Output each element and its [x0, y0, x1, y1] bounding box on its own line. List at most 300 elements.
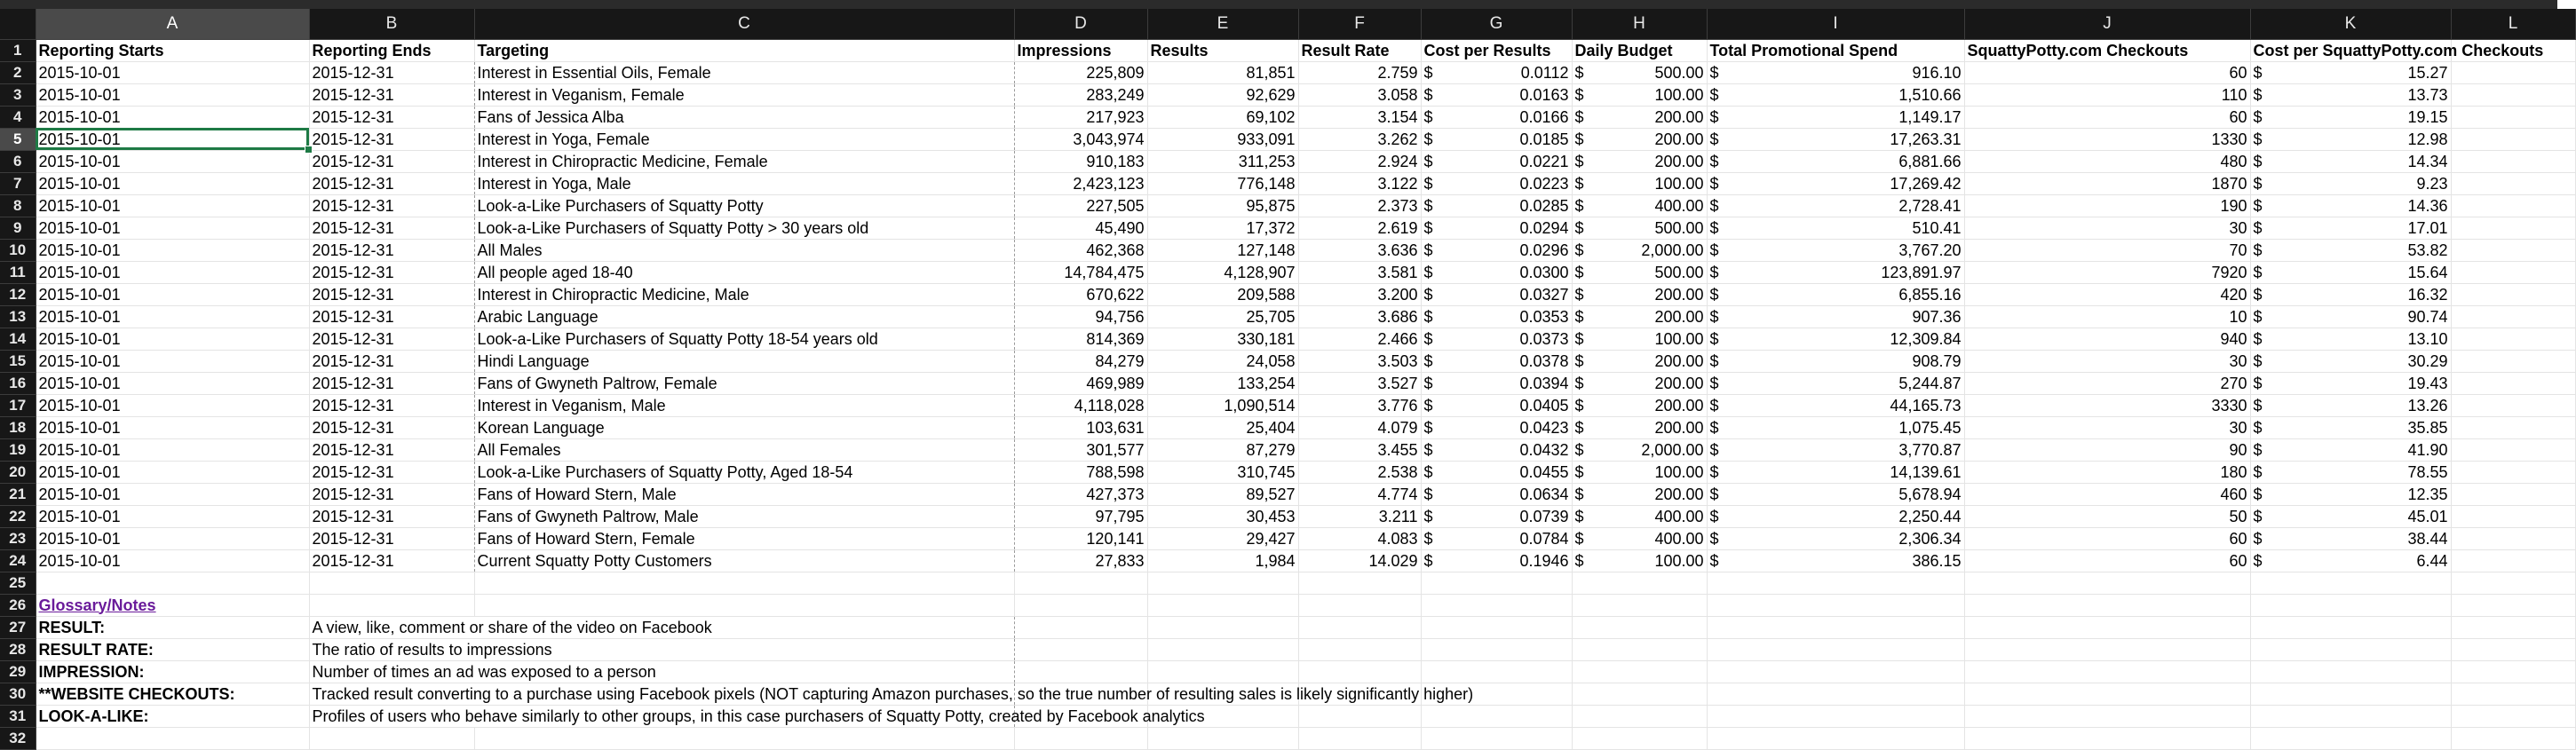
empty-cell[interactable] — [2451, 505, 2575, 527]
data-cell[interactable]: 2015-12-31 — [309, 438, 474, 461]
data-cell[interactable]: Interest in Chiropractic Medicine, Female — [474, 150, 1014, 172]
empty-cell[interactable] — [2451, 372, 2575, 394]
row-header[interactable]: 20 — [0, 461, 36, 483]
glossary-term[interactable]: IMPRESSION: — [36, 660, 309, 683]
currency-cell[interactable] — [1421, 194, 1572, 217]
data-cell[interactable]: 1870 — [1964, 172, 2250, 194]
data-cell[interactable]: 3.636 — [1298, 239, 1421, 261]
currency-cell[interactable] — [2250, 527, 2451, 549]
empty-cell[interactable] — [1964, 727, 2250, 749]
currency-cell[interactable] — [1707, 261, 1964, 283]
data-cell[interactable]: Arabic Language — [474, 305, 1014, 328]
data-cell[interactable]: 3.686 — [1298, 305, 1421, 328]
currency-cell[interactable] — [1421, 394, 1572, 416]
data-cell[interactable]: 420 — [1964, 283, 2250, 305]
data-cell[interactable]: 25,404 — [1147, 416, 1298, 438]
data-cell[interactable]: 2015-12-31 — [309, 239, 474, 261]
data-cell[interactable]: 29,427 — [1147, 527, 1298, 549]
data-cell[interactable]: Hindi Language — [474, 350, 1014, 372]
data-cell[interactable]: 3.122 — [1298, 172, 1421, 194]
currency-cell[interactable] — [1707, 83, 1964, 106]
data-cell[interactable]: 2015-10-01 — [36, 217, 309, 239]
currency-cell[interactable] — [2250, 305, 2451, 328]
empty-cell[interactable] — [36, 727, 309, 749]
currency-cell[interactable] — [1572, 438, 1707, 461]
empty-cell[interactable] — [1014, 594, 1147, 616]
currency-cell[interactable] — [1572, 150, 1707, 172]
empty-cell[interactable] — [2250, 616, 2451, 638]
currency-cell[interactable] — [2250, 505, 2451, 527]
data-cell[interactable]: 133,254 — [1147, 372, 1298, 394]
data-cell[interactable]: 2,423,123 — [1014, 172, 1147, 194]
row-header[interactable]: 28 — [0, 638, 36, 660]
data-cell[interactable]: 2.759 — [1298, 61, 1421, 83]
header-cell[interactable]: Impressions — [1014, 39, 1147, 61]
data-cell[interactable]: 2015-12-31 — [309, 350, 474, 372]
data-cell[interactable]: Interest in Chiropractic Medicine, Male — [474, 283, 1014, 305]
data-cell[interactable]: 283,249 — [1014, 83, 1147, 106]
currency-cell[interactable] — [1572, 239, 1707, 261]
empty-cell[interactable] — [2451, 83, 2575, 106]
empty-cell[interactable] — [2451, 461, 2575, 483]
empty-cell[interactable] — [2451, 150, 2575, 172]
data-cell[interactable]: 2015-10-01 — [36, 527, 309, 549]
currency-cell[interactable] — [1572, 350, 1707, 372]
row-header[interactable]: 2 — [0, 61, 36, 83]
currency-cell[interactable] — [1707, 217, 1964, 239]
currency-cell[interactable] — [1572, 328, 1707, 350]
empty-cell[interactable] — [1964, 683, 2250, 705]
row-header[interactable]: 15 — [0, 350, 36, 372]
currency-cell[interactable] — [2250, 194, 2451, 217]
data-cell[interactable]: 14,784,475 — [1014, 261, 1147, 283]
data-cell[interactable]: 92,629 — [1147, 83, 1298, 106]
row-header[interactable]: 14 — [0, 328, 36, 350]
currency-cell[interactable] — [1421, 150, 1572, 172]
currency-cell[interactable] — [1572, 106, 1707, 128]
data-cell[interactable]: 427,373 — [1014, 483, 1147, 505]
data-cell[interactable]: 60 — [1964, 106, 2250, 128]
row-header[interactable]: 18 — [0, 416, 36, 438]
data-cell[interactable]: 2015-12-31 — [309, 194, 474, 217]
column-header-e[interactable]: E — [1147, 9, 1298, 39]
data-cell[interactable]: 94,756 — [1014, 305, 1147, 328]
data-cell[interactable]: Korean Language — [474, 416, 1014, 438]
empty-cell[interactable] — [309, 572, 474, 594]
data-cell[interactable]: 3.200 — [1298, 283, 1421, 305]
empty-cell[interactable] — [1707, 638, 1964, 660]
currency-cell[interactable] — [1421, 305, 1572, 328]
data-cell[interactable]: 3330 — [1964, 394, 2250, 416]
header-cell[interactable]: Cost per SquattyPotty.com Checkouts — [2250, 39, 2451, 61]
glossary-definition[interactable]: The ratio of results to impressions — [309, 638, 474, 660]
data-cell[interactable]: All Females — [474, 438, 1014, 461]
currency-cell[interactable] — [2250, 350, 2451, 372]
data-cell[interactable]: 4,118,028 — [1014, 394, 1147, 416]
row-header[interactable]: 26 — [0, 594, 36, 616]
row-header[interactable]: 27 — [0, 616, 36, 638]
glossary-definition[interactable]: Tracked result converting to a purchase using Facebook pixels (NOT capturing Amazon purchases, so the true number of resulting sales is likely significantly higher) — [309, 683, 474, 705]
data-cell[interactable]: 89,527 — [1147, 483, 1298, 505]
empty-cell[interactable] — [1421, 705, 1572, 727]
header-cell[interactable]: Reporting Ends — [309, 39, 474, 61]
column-header-f[interactable]: F — [1298, 9, 1421, 39]
currency-cell[interactable] — [2250, 416, 2451, 438]
currency-cell[interactable] — [2250, 128, 2451, 150]
data-cell[interactable]: 4.774 — [1298, 483, 1421, 505]
data-cell[interactable]: 910,183 — [1014, 150, 1147, 172]
data-cell[interactable]: Interest in Veganism, Female — [474, 83, 1014, 106]
header-cell[interactable]: Targeting — [474, 39, 1014, 61]
empty-cell[interactable] — [1147, 616, 1298, 638]
column-header-k[interactable]: K — [2250, 9, 2451, 39]
data-cell[interactable]: Interest in Yoga, Female — [474, 128, 1014, 150]
data-cell[interactable]: 227,505 — [1014, 194, 1147, 217]
data-cell[interactable]: 2015-10-01 — [36, 106, 309, 128]
data-cell[interactable]: 2015-10-01 — [36, 172, 309, 194]
currency-cell[interactable] — [1421, 61, 1572, 83]
empty-cell[interactable] — [474, 594, 1014, 616]
data-cell[interactable]: 2015-12-31 — [309, 549, 474, 572]
row-header[interactable]: 22 — [0, 505, 36, 527]
data-cell[interactable]: Look-a-Like Purchasers of Squatty Potty 18-54 years old — [474, 328, 1014, 350]
data-cell[interactable]: 60 — [1964, 61, 2250, 83]
currency-cell[interactable] — [2250, 438, 2451, 461]
empty-cell[interactable] — [2451, 217, 2575, 239]
data-cell[interactable]: 1330 — [1964, 128, 2250, 150]
data-cell[interactable]: 788,598 — [1014, 461, 1147, 483]
currency-cell[interactable] — [1572, 505, 1707, 527]
empty-cell[interactable] — [2451, 194, 2575, 217]
data-cell[interactable]: 2015-12-31 — [309, 394, 474, 416]
data-cell[interactable]: 2015-12-31 — [309, 527, 474, 549]
currency-cell[interactable] — [1421, 283, 1572, 305]
currency-cell[interactable] — [1421, 217, 1572, 239]
currency-cell[interactable] — [1421, 372, 1572, 394]
currency-cell[interactable] — [1572, 128, 1707, 150]
row-header[interactable]: 7 — [0, 172, 36, 194]
data-cell[interactable]: 30 — [1964, 350, 2250, 372]
data-cell[interactable]: 1,090,514 — [1147, 394, 1298, 416]
data-cell[interactable]: Look-a-Like Purchasers of Squatty Potty > 30 years old — [474, 217, 1014, 239]
data-cell[interactable]: 330,181 — [1147, 328, 1298, 350]
currency-cell[interactable] — [2250, 217, 2451, 239]
data-cell[interactable]: 2015-12-31 — [309, 483, 474, 505]
currency-cell[interactable] — [1572, 527, 1707, 549]
empty-cell[interactable] — [2451, 549, 2575, 572]
data-cell[interactable]: Fans of Gwyneth Paltrow, Female — [474, 372, 1014, 394]
empty-cell[interactable] — [1298, 616, 1421, 638]
row-header[interactable]: 9 — [0, 217, 36, 239]
empty-cell[interactable] — [1147, 638, 1298, 660]
data-cell[interactable]: 270 — [1964, 372, 2250, 394]
currency-cell[interactable] — [2250, 483, 2451, 505]
data-cell[interactable]: 2015-12-31 — [309, 150, 474, 172]
currency-cell[interactable] — [2250, 261, 2451, 283]
empty-cell[interactable] — [2451, 660, 2575, 683]
data-cell[interactable]: Fans of Gwyneth Paltrow, Male — [474, 505, 1014, 527]
data-cell[interactable]: Fans of Howard Stern, Male — [474, 483, 1014, 505]
empty-cell[interactable] — [1572, 705, 1707, 727]
data-cell[interactable]: 3.776 — [1298, 394, 1421, 416]
currency-cell[interactable] — [1572, 217, 1707, 239]
active-cell[interactable]: 2015-10-01 — [36, 128, 309, 150]
currency-cell[interactable] — [1421, 350, 1572, 372]
currency-cell[interactable] — [1572, 549, 1707, 572]
empty-cell[interactable] — [2451, 239, 2575, 261]
data-cell[interactable]: Interest in Yoga, Male — [474, 172, 1014, 194]
currency-cell[interactable] — [1707, 283, 1964, 305]
data-cell[interactable]: 301,577 — [1014, 438, 1147, 461]
data-cell[interactable]: 50 — [1964, 505, 2250, 527]
glossary-term[interactable]: LOOK-A-LIKE: — [36, 705, 309, 727]
row-header[interactable]: 32 — [0, 727, 36, 749]
data-cell[interactable]: 2015-12-31 — [309, 328, 474, 350]
empty-cell[interactable] — [1014, 572, 1147, 594]
empty-cell[interactable] — [1707, 683, 1964, 705]
currency-cell[interactable] — [1707, 61, 1964, 83]
currency-cell[interactable] — [1421, 172, 1572, 194]
currency-cell[interactable] — [1421, 527, 1572, 549]
data-cell[interactable]: 69,102 — [1147, 106, 1298, 128]
empty-cell[interactable] — [2451, 572, 2575, 594]
currency-cell[interactable] — [1572, 305, 1707, 328]
empty-cell[interactable] — [2451, 305, 2575, 328]
header-cell[interactable]: Result Rate — [1298, 39, 1421, 61]
glossary-title-link[interactable]: Glossary/Notes — [36, 594, 309, 616]
empty-cell[interactable] — [2451, 705, 2575, 727]
data-cell[interactable]: 2.373 — [1298, 194, 1421, 217]
glossary-definition[interactable]: Number of times an ad was exposed to a person — [309, 660, 474, 683]
row-header[interactable]: 21 — [0, 483, 36, 505]
empty-cell[interactable] — [2451, 638, 2575, 660]
data-cell[interactable]: 670,622 — [1014, 283, 1147, 305]
currency-cell[interactable] — [2250, 328, 2451, 350]
empty-cell[interactable] — [2250, 727, 2451, 749]
glossary-term[interactable]: RESULT RATE: — [36, 638, 309, 660]
currency-cell[interactable] — [1572, 261, 1707, 283]
row-header[interactable]: 25 — [0, 572, 36, 594]
empty-cell[interactable] — [1298, 638, 1421, 660]
data-cell[interactable]: 103,631 — [1014, 416, 1147, 438]
data-cell[interactable]: 2015-10-01 — [36, 194, 309, 217]
data-cell[interactable]: 4,128,907 — [1147, 261, 1298, 283]
row-header[interactable]: 23 — [0, 527, 36, 549]
currency-cell[interactable] — [1707, 305, 1964, 328]
currency-cell[interactable] — [1707, 438, 1964, 461]
data-cell[interactable]: 90 — [1964, 438, 2250, 461]
currency-cell[interactable] — [1421, 483, 1572, 505]
empty-cell[interactable] — [2451, 416, 2575, 438]
data-cell[interactable]: 2015-12-31 — [309, 128, 474, 150]
currency-cell[interactable] — [1572, 416, 1707, 438]
currency-cell[interactable] — [1572, 461, 1707, 483]
empty-cell[interactable] — [1572, 638, 1707, 660]
data-cell[interactable]: 3.058 — [1298, 83, 1421, 106]
currency-cell[interactable] — [1707, 328, 1964, 350]
currency-cell[interactable] — [1572, 172, 1707, 194]
data-cell[interactable]: 2015-10-01 — [36, 549, 309, 572]
empty-cell[interactable] — [1964, 572, 2250, 594]
data-cell[interactable]: 310,745 — [1147, 461, 1298, 483]
empty-cell[interactable] — [2451, 527, 2575, 549]
data-cell[interactable]: 127,148 — [1147, 239, 1298, 261]
currency-cell[interactable] — [1707, 150, 1964, 172]
empty-cell[interactable] — [2250, 594, 2451, 616]
data-cell[interactable]: 2015-10-01 — [36, 350, 309, 372]
empty-cell[interactable] — [1147, 660, 1298, 683]
empty-cell[interactable] — [1707, 727, 1964, 749]
empty-cell[interactable] — [1421, 594, 1572, 616]
data-cell[interactable]: Interest in Veganism, Male — [474, 394, 1014, 416]
data-cell[interactable]: Interest in Essential Oils, Female — [474, 61, 1014, 83]
empty-cell[interactable] — [1707, 594, 1964, 616]
data-cell[interactable]: 2015-10-01 — [36, 261, 309, 283]
column-header-g[interactable]: G — [1421, 9, 1572, 39]
data-cell[interactable]: 2015-10-01 — [36, 438, 309, 461]
currency-cell[interactable] — [2250, 549, 2451, 572]
data-cell[interactable]: 2015-12-31 — [309, 461, 474, 483]
empty-cell[interactable] — [2451, 106, 2575, 128]
row-header[interactable]: 24 — [0, 549, 36, 572]
data-cell[interactable]: 2015-12-31 — [309, 172, 474, 194]
empty-cell[interactable] — [2250, 705, 2451, 727]
currency-cell[interactable] — [2250, 461, 2451, 483]
row-header[interactable]: 11 — [0, 261, 36, 283]
empty-cell[interactable] — [2451, 616, 2575, 638]
data-cell[interactable]: 2015-10-01 — [36, 150, 309, 172]
data-cell[interactable]: 10 — [1964, 305, 2250, 328]
data-cell[interactable]: 45,490 — [1014, 217, 1147, 239]
currency-cell[interactable] — [1572, 283, 1707, 305]
currency-cell[interactable] — [1572, 194, 1707, 217]
currency-cell[interactable] — [2250, 106, 2451, 128]
data-cell[interactable]: 2015-10-01 — [36, 461, 309, 483]
data-cell[interactable]: All Males — [474, 239, 1014, 261]
data-cell[interactable]: 776,148 — [1147, 172, 1298, 194]
currency-cell[interactable] — [1421, 461, 1572, 483]
data-cell[interactable]: All people aged 18-40 — [474, 261, 1014, 283]
data-cell[interactable]: 60 — [1964, 527, 2250, 549]
currency-cell[interactable] — [1572, 83, 1707, 106]
currency-cell[interactable] — [1421, 239, 1572, 261]
empty-cell[interactable] — [1964, 638, 2250, 660]
data-cell[interactable]: 4.079 — [1298, 416, 1421, 438]
select-all-corner[interactable] — [0, 9, 36, 39]
data-cell[interactable]: 209,588 — [1147, 283, 1298, 305]
empty-cell[interactable] — [2451, 438, 2575, 461]
data-cell[interactable]: 311,253 — [1147, 150, 1298, 172]
empty-cell[interactable] — [2250, 660, 2451, 683]
data-cell[interactable]: 2015-10-01 — [36, 394, 309, 416]
empty-cell[interactable] — [1421, 616, 1572, 638]
row-header[interactable]: 19 — [0, 438, 36, 461]
empty-cell[interactable] — [2451, 328, 2575, 350]
header-cell[interactable]: Total Promotional Spend — [1707, 39, 1964, 61]
data-cell[interactable]: 462,368 — [1014, 239, 1147, 261]
empty-cell[interactable] — [1014, 727, 1147, 749]
header-cell[interactable]: Cost per Results — [1421, 39, 1572, 61]
row-header[interactable]: 16 — [0, 372, 36, 394]
empty-cell[interactable] — [1572, 660, 1707, 683]
currency-cell[interactable] — [2250, 239, 2451, 261]
currency-cell[interactable] — [1572, 394, 1707, 416]
currency-cell[interactable] — [2250, 394, 2451, 416]
data-cell[interactable]: 110 — [1964, 83, 2250, 106]
data-cell[interactable]: 4.083 — [1298, 527, 1421, 549]
empty-cell[interactable] — [2250, 572, 2451, 594]
data-cell[interactable]: 2015-12-31 — [309, 283, 474, 305]
currency-cell[interactable] — [2250, 83, 2451, 106]
empty-cell[interactable] — [1964, 660, 2250, 683]
currency-cell[interactable] — [1707, 350, 1964, 372]
currency-cell[interactable] — [2250, 283, 2451, 305]
empty-cell[interactable] — [1421, 638, 1572, 660]
empty-cell[interactable] — [2451, 283, 2575, 305]
empty-cell[interactable] — [1298, 660, 1421, 683]
data-cell[interactable]: 3.154 — [1298, 106, 1421, 128]
empty-cell[interactable] — [2451, 350, 2575, 372]
row-header[interactable]: 31 — [0, 705, 36, 727]
row-header[interactable]: 3 — [0, 83, 36, 106]
empty-cell[interactable] — [474, 638, 1014, 660]
column-header-i[interactable]: I — [1707, 9, 1964, 39]
data-cell[interactable]: 3.527 — [1298, 372, 1421, 394]
header-cell[interactable]: SquattyPotty.com Checkouts — [1964, 39, 2250, 61]
data-cell[interactable]: 190 — [1964, 194, 2250, 217]
data-cell[interactable]: Fans of Jessica Alba — [474, 106, 1014, 128]
empty-cell[interactable] — [2250, 638, 2451, 660]
currency-cell[interactable] — [2250, 61, 2451, 83]
row-header[interactable]: 13 — [0, 305, 36, 328]
empty-cell[interactable] — [1707, 660, 1964, 683]
empty-cell[interactable] — [1147, 572, 1298, 594]
data-cell[interactable]: 2015-10-01 — [36, 305, 309, 328]
empty-cell[interactable] — [2451, 727, 2575, 749]
column-header-b[interactable]: B — [309, 9, 474, 39]
data-cell[interactable]: 2015-12-31 — [309, 61, 474, 83]
currency-cell[interactable] — [1707, 483, 1964, 505]
currency-cell[interactable] — [2250, 372, 2451, 394]
data-cell[interactable]: 3.262 — [1298, 128, 1421, 150]
data-cell[interactable]: 30 — [1964, 217, 2250, 239]
column-header-c[interactable]: C — [474, 9, 1014, 39]
empty-cell[interactable] — [1964, 616, 2250, 638]
data-cell[interactable]: 480 — [1964, 150, 2250, 172]
data-cell[interactable]: 2015-10-01 — [36, 61, 309, 83]
empty-cell[interactable] — [474, 572, 1014, 594]
glossary-term[interactable]: RESULT: — [36, 616, 309, 638]
currency-cell[interactable] — [1421, 328, 1572, 350]
empty-cell[interactable] — [1572, 727, 1707, 749]
data-cell[interactable]: 2015-10-01 — [36, 328, 309, 350]
data-cell[interactable]: 180 — [1964, 461, 2250, 483]
row-header[interactable]: 1 — [0, 39, 36, 61]
column-header-h[interactable]: H — [1572, 9, 1707, 39]
data-cell[interactable]: 97,795 — [1014, 505, 1147, 527]
row-header[interactable]: 17 — [0, 394, 36, 416]
glossary-definition[interactable]: A view, like, comment or share of the video on Facebook — [309, 616, 474, 638]
data-cell[interactable]: 2015-10-01 — [36, 239, 309, 261]
currency-cell[interactable] — [1421, 549, 1572, 572]
data-cell[interactable]: 2015-12-31 — [309, 83, 474, 106]
row-header[interactable]: 8 — [0, 194, 36, 217]
data-cell[interactable]: 2015-10-01 — [36, 83, 309, 106]
data-cell[interactable]: 2015-10-01 — [36, 505, 309, 527]
data-cell[interactable]: 814,369 — [1014, 328, 1147, 350]
currency-cell[interactable] — [1572, 61, 1707, 83]
data-cell[interactable]: 2.466 — [1298, 328, 1421, 350]
